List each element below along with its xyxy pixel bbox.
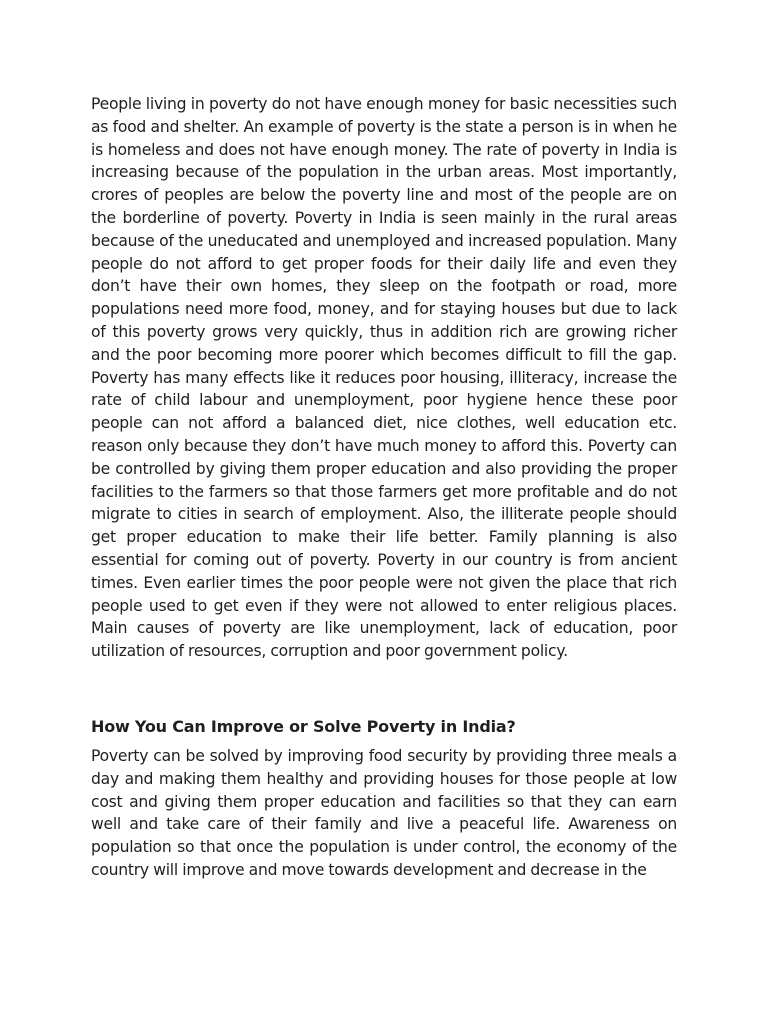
section-heading: How You Can Improve or Solve Poverty in India?: [91, 716, 516, 736]
document-content: [91, 93, 677, 882]
paragraph-poverty-overview: People living in poverty do not have enough money for basic necessities such as food and shelter. An example of poverty is the state a person is in when he is homeless and does not have enough money. The rate of poverty in India is increasing because of the population in the urban areas. Most importantly, crores of peoples are below the poverty line and most of the people are on the borderline of poverty. Poverty in India is seen mainly in the rural areas because of the uneducated and unemployed and increased population. Many people do not afford to get proper foods for their daily life and even they don’t have their own homes, they sleep on the footpath or road, more populations need more food, money, and for staying houses but due to lack of this poverty grows very quickly, thus in addition rich are growing richer and the poor becoming more poorer which becomes difficult to fill the gap. Poverty has many effects like it reduces poor housing, illiteracy, increase the rate of child labour and unemployment, poor hygiene hence these poor people can not afford a balanced diet, nice clothes, well education etc. reason only because they don’t have much money to afford this. Poverty can be controlled by giving them proper education and also providing the proper facilities to the farmers so that those farmers get more profitable and do not migrate to cities in search of employment. Also, the illiterate people should get proper education to make their life better. Family planning is also essential for coming out of poverty. Poverty in our country is from ancient times. Even earlier times the poor people were not given the place that rich people used to get even if they were not allowed to enter religious places. Main causes of poverty are like unemployment, lack of education, poor utilization of resources, corruption and poor government policy.: [91, 95, 677, 661]
paragraph-solutions: Poverty can be solved by improving food security by providing three meals a day and making them healthy and providing houses for those people at low cost and giving them proper education and facilities so that they can earn well and take care of their family and live a peaceful life. Awareness on population so that once the population is under control, the economy of the country will improve and move towards development and decrease in the: [91, 746, 677, 879]
